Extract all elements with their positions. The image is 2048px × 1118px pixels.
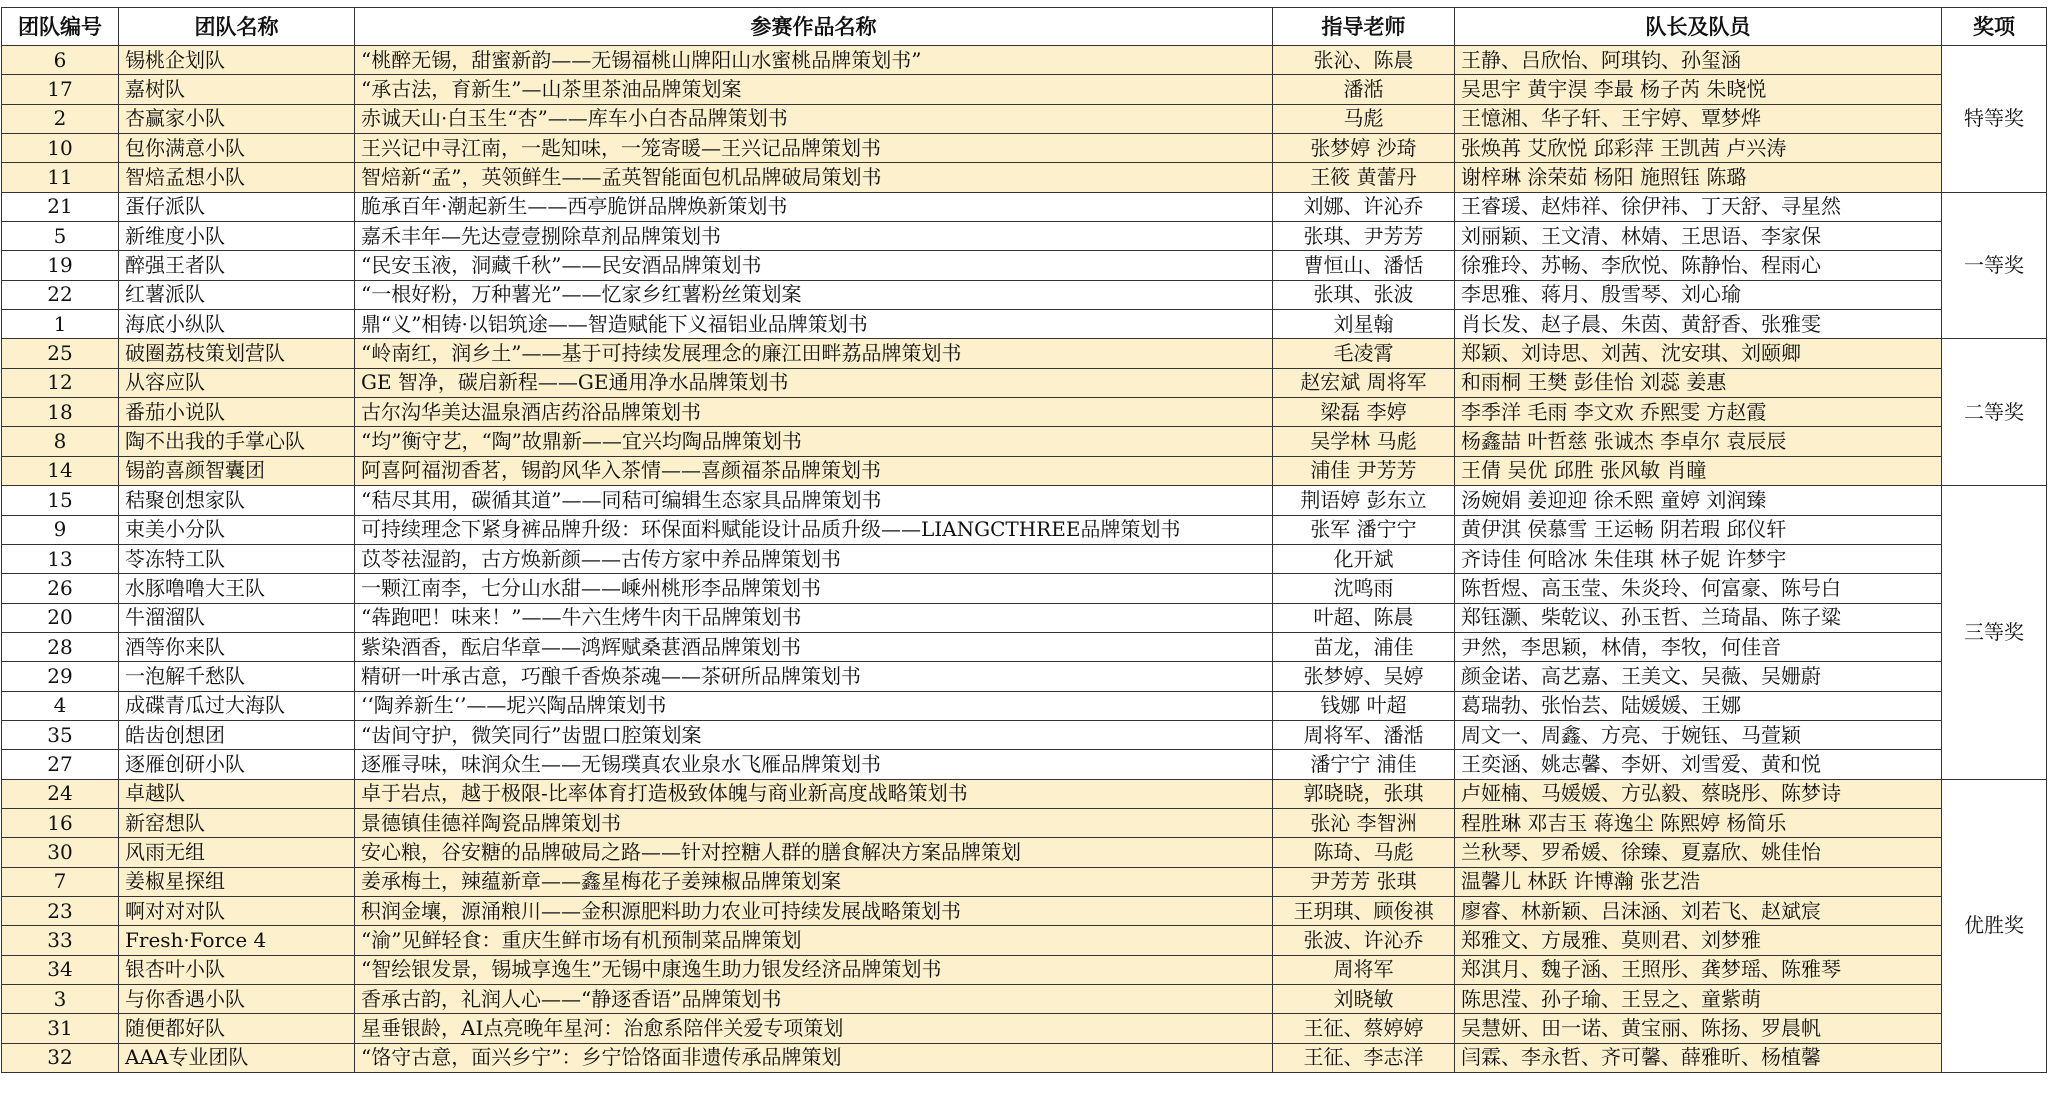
- table-row: [2, 456, 2047, 485]
- cell-advisor: 张波、许沁乔: [1273, 926, 1455, 955]
- cell-members: 王奕涵、姚志馨、李妍、刘雪爱、黄和悦: [1455, 750, 1942, 779]
- cell-work-title: “岭南红，润乡土”——基于可持续发展理念的廉江田畔荔品牌策划书: [355, 339, 1273, 368]
- cell-team-name: 从容应队: [119, 368, 355, 397]
- cell-team-name: 逐雁创研小队: [119, 750, 355, 779]
- cell-members: 吴慧妍、田一诺、黄宝丽、陈扬、罗晨帆: [1455, 1014, 1942, 1043]
- cell-team-name: 姜椒星探组: [119, 867, 355, 896]
- cell-advisor: 吴学林 马彪: [1273, 427, 1455, 456]
- cell-members: 郑雅文、方晟雅、莫则君、刘梦雅: [1455, 926, 1942, 955]
- cell-team-name: 水豚噜噜大王队: [119, 574, 355, 603]
- cell-award-tier: 三等奖: [1942, 486, 2047, 779]
- cell-team-name: 锡桃企划队: [119, 46, 355, 75]
- cell-team-id: 18: [2, 398, 119, 427]
- cell-work-title: 脆承百年·潮起新生——西亭脆饼品牌焕新策划书: [355, 192, 1273, 221]
- table-row: [2, 662, 2047, 691]
- table-row: [2, 339, 2047, 368]
- table-row: [2, 427, 2047, 456]
- cell-team-id: 10: [2, 134, 119, 163]
- cell-advisor: 刘晓敏: [1273, 985, 1455, 1014]
- cell-work-title: 逐雁寻味，味润众生——无锡璞真农业泉水飞雁品牌策划书: [355, 750, 1273, 779]
- cell-award-tier: 优胜奖: [1942, 779, 2047, 1072]
- cell-work-title: 鼎“义”相铸·以铝筑途——智造赋能下义福铝业品牌策划书: [355, 310, 1273, 339]
- cell-members: 汤婉娟 姜迎迎 徐禾熙 童婷 刘润臻: [1455, 486, 1942, 515]
- cell-team-name: 醉强王者队: [119, 251, 355, 280]
- table-row: [2, 280, 2047, 309]
- cell-advisor: 马彪: [1273, 104, 1455, 133]
- table-row: [2, 251, 2047, 280]
- cell-work-title: 王兴记中寻江南，一匙知味，一笼寄暖—王兴记品牌策划书: [355, 134, 1273, 163]
- cell-team-name: 啊对对对队: [119, 896, 355, 925]
- cell-work-title: 卓于岩点，越于极限-比率体育打造极致体魄与商业新高度战略策划书: [355, 779, 1273, 808]
- table-row: [2, 46, 2047, 75]
- cell-work-title: “桃醉无锡，甜蜜新韵——无锡福桃山牌阳山水蜜桃品牌策划书”: [355, 46, 1273, 75]
- table-row: [2, 867, 2047, 896]
- cell-work-title: “承古法，育新生”—山茶里茶油品牌策划案: [355, 75, 1273, 104]
- cell-team-id: 19: [2, 251, 119, 280]
- cell-team-name: 嘉树队: [119, 75, 355, 104]
- cell-members: 周文一、周鑫、方亮、于婉钰、马萱颖: [1455, 720, 1942, 749]
- cell-work-title: 积润金壤，源涌粮川——金积源肥料助力农业可持续发展战略策划书: [355, 896, 1273, 925]
- cell-work-title: 精研一叶承古意，巧酿千香焕茶魂——茶研所品牌策划书: [355, 662, 1273, 691]
- cell-work-title: “犇跑吧！味来！”——牛六生烤牛肉干品牌策划书: [355, 603, 1273, 632]
- cell-advisor: 梁磊 李婷: [1273, 398, 1455, 427]
- header-award: 奖项: [1942, 8, 2047, 46]
- cell-team-name: 束美小分队: [119, 515, 355, 544]
- cell-work-title: 安心粮，谷安糖的品牌破局之路——针对控糖人群的膳食解决方案品牌策划: [355, 838, 1273, 867]
- cell-work-title: 智焙新“孟”，英领鲜生——孟英智能面包机品牌破局策划书: [355, 163, 1273, 192]
- cell-team-name: 包你满意小队: [119, 134, 355, 163]
- cell-advisor: 沈鸣雨: [1273, 574, 1455, 603]
- cell-team-id: 9: [2, 515, 119, 544]
- cell-advisor: 王征、蔡婷婷: [1273, 1014, 1455, 1043]
- cell-team-name: 牛溜溜队: [119, 603, 355, 632]
- cell-members: 颜金诺、高艺嘉、王美文、吴薇、吴姗蔚: [1455, 662, 1942, 691]
- cell-team-id: 24: [2, 779, 119, 808]
- cell-work-title: 古尔沟华美达温泉酒店药浴品牌策划书: [355, 398, 1273, 427]
- cell-advisor: 刘星翰: [1273, 310, 1455, 339]
- cell-award-tier: 特等奖: [1942, 46, 2047, 193]
- cell-members: 兰秋琴、罗希媛、徐臻、夏嘉欣、姚佳怡: [1455, 838, 1942, 867]
- cell-work-title: “渝”见鲜轻食：重庆生鲜市场有机预制菜品牌策划: [355, 926, 1273, 955]
- cell-advisor: 郭晓晓，张琪: [1273, 779, 1455, 808]
- cell-advisor: 荆语婷 彭东立: [1273, 486, 1455, 515]
- cell-team-id: 14: [2, 456, 119, 485]
- cell-advisor: 王筱 黄蕾丹: [1273, 163, 1455, 192]
- cell-advisor: 周将军、潘湉: [1273, 720, 1455, 749]
- table-row: [2, 134, 2047, 163]
- cell-team-name: AAA专业团队: [119, 1043, 355, 1072]
- table-row: [2, 720, 2047, 749]
- cell-members: 葛瑞勃、张怡芸、陆媛媛、王娜: [1455, 691, 1942, 720]
- cell-advisor: 潘湉: [1273, 75, 1455, 104]
- table-row: [2, 486, 2047, 515]
- cell-team-id: 21: [2, 192, 119, 221]
- cell-team-name: 陶不出我的手掌心队: [119, 427, 355, 456]
- table-row: [2, 192, 2047, 221]
- cell-team-id: 31: [2, 1014, 119, 1043]
- header-members: 队长及队员: [1455, 8, 1942, 46]
- header-team-id: 团队编号: [2, 8, 119, 46]
- cell-work-title: “饹守古意，面兴乡宁”：乡宁饸饹面非遗传承品牌策划: [355, 1043, 1273, 1072]
- cell-team-id: 23: [2, 896, 119, 925]
- cell-members: 杨鑫喆 叶哲慈 张诚杰 李卓尔 袁辰辰: [1455, 427, 1942, 456]
- cell-team-id: 6: [2, 46, 119, 75]
- cell-team-id: 34: [2, 955, 119, 984]
- cell-team-id: 25: [2, 339, 119, 368]
- cell-work-title: “秸尽其用，碳循其道”——同秸可编辑生态家具品牌策划书: [355, 486, 1273, 515]
- table-row: [2, 544, 2047, 573]
- cell-members: 张焕苒 艾欣悦 邱彩萍 王凯茜 卢兴涛: [1455, 134, 1942, 163]
- cell-work-title: “民安玉液，洞藏千秋”——民安酒品牌策划书: [355, 251, 1273, 280]
- cell-advisor: 苗龙，浦佳: [1273, 632, 1455, 661]
- cell-members: 程胜琳 邓吉玉 蒋逸尘 陈熙婷 杨简乐: [1455, 808, 1942, 837]
- cell-team-id: 22: [2, 280, 119, 309]
- cell-team-name: 卓越队: [119, 779, 355, 808]
- cell-team-id: 7: [2, 867, 119, 896]
- cell-team-name: 成碟青瓜过大海队: [119, 691, 355, 720]
- cell-work-title: GE 智净，碳启新程——GE通用净水品牌策划书: [355, 368, 1273, 397]
- cell-members: 王静、吕欣怡、阿琪钧、孙玺涵: [1455, 46, 1942, 75]
- cell-work-title: 可持续理念下紧身裤品牌升级：环保面料赋能设计品质升级——LIANGCTHREE品牌策划书: [355, 515, 1273, 544]
- cell-advisor: 叶超、陈晨: [1273, 603, 1455, 632]
- cell-award-tier: 一等奖: [1942, 192, 2047, 339]
- cell-team-name: 与你香遇小队: [119, 985, 355, 1014]
- cell-award-tier: 二等奖: [1942, 339, 2047, 486]
- cell-work-title: ‘‘陶养新生‘’——坭兴陶品牌策划书: [355, 691, 1273, 720]
- table-row: [2, 603, 2047, 632]
- cell-team-id: 17: [2, 75, 119, 104]
- cell-members: 刘丽颖、王文清、林婧、王思语、李家保: [1455, 222, 1942, 251]
- cell-advisor: 陈琦、马彪: [1273, 838, 1455, 867]
- cell-work-title: “智绘银发景，锡城享逸生”无锡中康逸生助力银发经济品牌策划书: [355, 955, 1273, 984]
- cell-team-name: 新维度小队: [119, 222, 355, 251]
- cell-team-id: 11: [2, 163, 119, 192]
- cell-work-title: “一根好粉，万种薯光”——忆家乡红薯粉丝策划案: [355, 280, 1273, 309]
- table-row: [2, 896, 2047, 925]
- table-row: [2, 632, 2047, 661]
- table-row: [2, 368, 2047, 397]
- cell-team-name: 海底小纵队: [119, 310, 355, 339]
- cell-team-id: 4: [2, 691, 119, 720]
- cell-members: 郑颖、刘诗思、刘茜、沈安琪、刘颐卿: [1455, 339, 1942, 368]
- table-row: [2, 926, 2047, 955]
- cell-work-title: 阿喜阿福沏香茗，锡韵风华入茶情——喜颜福茶品牌策划书: [355, 456, 1273, 485]
- table-row: [2, 955, 2047, 984]
- cell-team-name: 风雨无组: [119, 838, 355, 867]
- table-row: [2, 838, 2047, 867]
- cell-members: 谢梓琳 涂荣茹 杨阳 施照钰 陈璐: [1455, 163, 1942, 192]
- cell-work-title: “齿间守护，微笑同行”齿盟口腔策划案: [355, 720, 1273, 749]
- cell-members: 齐诗佳 何晗冰 朱佳琪 林子妮 许梦宇: [1455, 544, 1942, 573]
- table-row: [2, 574, 2047, 603]
- cell-team-name: 番茄小说队: [119, 398, 355, 427]
- cell-team-name: 随便都好队: [119, 1014, 355, 1043]
- cell-advisor: 张军 潘宁宁: [1273, 515, 1455, 544]
- cell-team-id: 28: [2, 632, 119, 661]
- cell-advisor: 张梦婷 沙琦: [1273, 134, 1455, 163]
- cell-work-title: 赤诚天山·白玉生“杏”——库车小白杏品牌策划书: [355, 104, 1273, 133]
- cell-members: 闫霖、李永哲、齐可馨、薛雅昕、杨植馨: [1455, 1043, 1942, 1072]
- cell-advisor: 张琪、张波: [1273, 280, 1455, 309]
- cell-advisor: 王征、李志洋: [1273, 1043, 1455, 1072]
- cell-team-name: 皓齿创想团: [119, 720, 355, 749]
- cell-advisor: 张沁、陈晨: [1273, 46, 1455, 75]
- cell-team-id: 29: [2, 662, 119, 691]
- cell-advisor: 毛凌霄: [1273, 339, 1455, 368]
- cell-team-id: 20: [2, 603, 119, 632]
- table-row: [2, 75, 2047, 104]
- cell-team-name: 锡韵喜颜智囊团: [119, 456, 355, 485]
- table-row: [2, 310, 2047, 339]
- cell-members: 尹然，李思颖，林倩，李牧，何佳音: [1455, 632, 1942, 661]
- header-row: [2, 8, 2047, 46]
- cell-team-name: 酒等你来队: [119, 632, 355, 661]
- cell-advisor: 尹芳芳 张琪: [1273, 867, 1455, 896]
- cell-members: 李思雅、蒋月、殷雪琴、刘心瑜: [1455, 280, 1942, 309]
- cell-work-title: 苡苓祛湿韵，古方焕新颜——古传方家中养品牌策划书: [355, 544, 1273, 573]
- table-row: [2, 163, 2047, 192]
- cell-members: 王憶湘、华子轩、王宇婷、覃梦烨: [1455, 104, 1942, 133]
- cell-team-id: 35: [2, 720, 119, 749]
- cell-advisor: 赵宏斌 周将军: [1273, 368, 1455, 397]
- cell-members: 和雨桐 王樊 彭佳怡 刘蕊 姜惠: [1455, 368, 1942, 397]
- cell-advisor: 王玥琪、顾俊祺: [1273, 896, 1455, 925]
- cell-advisor: 张沁 李智洲: [1273, 808, 1455, 837]
- cell-work-title: 星垂银龄，AI点亮晚年星河：治愈系陪伴关爱专项策划: [355, 1014, 1273, 1043]
- table-row: [2, 779, 2047, 808]
- cell-advisor: 曹恒山、潘恬: [1273, 251, 1455, 280]
- cell-members: 徐雅玲、苏畅、李欣悦、陈静怡、程雨心: [1455, 251, 1942, 280]
- table-row: [2, 1014, 2047, 1043]
- cell-work-title: 紫染酒香，酝启华章——鸿辉赋桑葚酒品牌策划书: [355, 632, 1273, 661]
- cell-team-id: 16: [2, 808, 119, 837]
- cell-team-name: 秸聚创想家队: [119, 486, 355, 515]
- cell-team-name: 一泡解千愁队: [119, 662, 355, 691]
- cell-members: 李季洋 毛雨 李文欢 乔熙雯 方赵霞: [1455, 398, 1942, 427]
- cell-team-id: 3: [2, 985, 119, 1014]
- table-row: [2, 691, 2047, 720]
- cell-advisor: 钱娜 叶超: [1273, 691, 1455, 720]
- cell-advisor: 张琪、尹芳芳: [1273, 222, 1455, 251]
- header-team-name: 团队名称: [119, 8, 355, 46]
- table-row: [2, 515, 2047, 544]
- cell-team-name: 破圈荔枝策划营队: [119, 339, 355, 368]
- cell-work-title: 香承古韵，礼润人心——“静逐香语”品牌策划书: [355, 985, 1273, 1014]
- header-advisor: 指导老师: [1273, 8, 1455, 46]
- cell-team-id: 32: [2, 1043, 119, 1072]
- table-row: [2, 808, 2047, 837]
- cell-members: 王倩 吴优 邱胜 张风敏 肖瞳: [1455, 456, 1942, 485]
- header-work-title: 参赛作品名称: [355, 8, 1273, 46]
- cell-advisor: 潘宁宁 浦佳: [1273, 750, 1455, 779]
- cell-advisor: 张梦婷、吴婷: [1273, 662, 1455, 691]
- cell-team-name: 红薯派队: [119, 280, 355, 309]
- table-row: [2, 104, 2047, 133]
- award-results-table: [1, 7, 2047, 1073]
- cell-team-id: 1: [2, 310, 119, 339]
- cell-work-title: 景德镇佳德祥陶瓷品牌策划书: [355, 808, 1273, 837]
- cell-members: 肖长发、赵子晨、朱茵、黄舒香、张雅雯: [1455, 310, 1942, 339]
- cell-advisor: 浦佳 尹芳芳: [1273, 456, 1455, 485]
- table-row: [2, 398, 2047, 427]
- cell-team-id: 26: [2, 574, 119, 603]
- cell-members: 廖睿、林新颖、吕沫涵、刘若飞、赵斌宸: [1455, 896, 1942, 925]
- table-row: [2, 222, 2047, 251]
- cell-team-name: 银杏叶小队: [119, 955, 355, 984]
- cell-work-title: 嘉禾丰年—先达壹壹捌除草剂品牌策划书: [355, 222, 1273, 251]
- cell-team-name: 蛋仔派队: [119, 192, 355, 221]
- cell-members: 郑淇月、魏子涵、王照彤、龚梦瑶、陈雅琴: [1455, 955, 1942, 984]
- table-row: [2, 985, 2047, 1014]
- table-row: [2, 1043, 2047, 1072]
- cell-team-id: 2: [2, 104, 119, 133]
- table-row: [2, 750, 2047, 779]
- cell-members: 王睿瑗、赵炜祥、徐伊祎、丁天舒、寻星然: [1455, 192, 1942, 221]
- cell-members: 温馨儿 林跃 许博瀚 张艺浩: [1455, 867, 1942, 896]
- cell-members: 卢娅楠、马媛媛、方弘毅、蔡晓彤、陈梦诗: [1455, 779, 1942, 808]
- cell-work-title: “均”衡守艺，“陶”故鼎新——宜兴均陶品牌策划书: [355, 427, 1273, 456]
- cell-team-id: 15: [2, 486, 119, 515]
- cell-team-name: 杏赢家小队: [119, 104, 355, 133]
- cell-team-name: 新窑想队: [119, 808, 355, 837]
- cell-members: 黄伊淇 侯慕雪 王运畅 阴若瑕 邱仪轩: [1455, 515, 1942, 544]
- cell-advisor: 化开斌: [1273, 544, 1455, 573]
- cell-team-name: 苓冻特工队: [119, 544, 355, 573]
- cell-members: 陈哲煜、高玉莹、朱炎玲、何富豪、陈号白: [1455, 574, 1942, 603]
- cell-members: 陈思滢、孙子瑜、王昱之、童紫萌: [1455, 985, 1942, 1014]
- cell-team-name: 智焙孟想小队: [119, 163, 355, 192]
- cell-advisor: 刘娜、许沁乔: [1273, 192, 1455, 221]
- cell-team-id: 8: [2, 427, 119, 456]
- cell-members: 吴思宇 黄宇淏 李最 杨子芮 朱晓悦: [1455, 75, 1942, 104]
- cell-team-id: 5: [2, 222, 119, 251]
- cell-team-id: 33: [2, 926, 119, 955]
- cell-members: 郑钰灏、柴乾议、孙玉哲、兰琦晶、陈子粱: [1455, 603, 1942, 632]
- cell-team-id: 13: [2, 544, 119, 573]
- cell-team-id: 12: [2, 368, 119, 397]
- cell-team-id: 27: [2, 750, 119, 779]
- cell-team-name: Fresh·Force 4: [119, 926, 355, 955]
- table-body: [2, 46, 2047, 1073]
- cell-work-title: 一颗江南李，七分山水甜——嵊州桃形李品牌策划书: [355, 574, 1273, 603]
- cell-team-id: 30: [2, 838, 119, 867]
- cell-advisor: 周将军: [1273, 955, 1455, 984]
- cell-work-title: 姜承梅土，辣蕴新章——鑫星梅花子姜辣椒品牌策划案: [355, 867, 1273, 896]
